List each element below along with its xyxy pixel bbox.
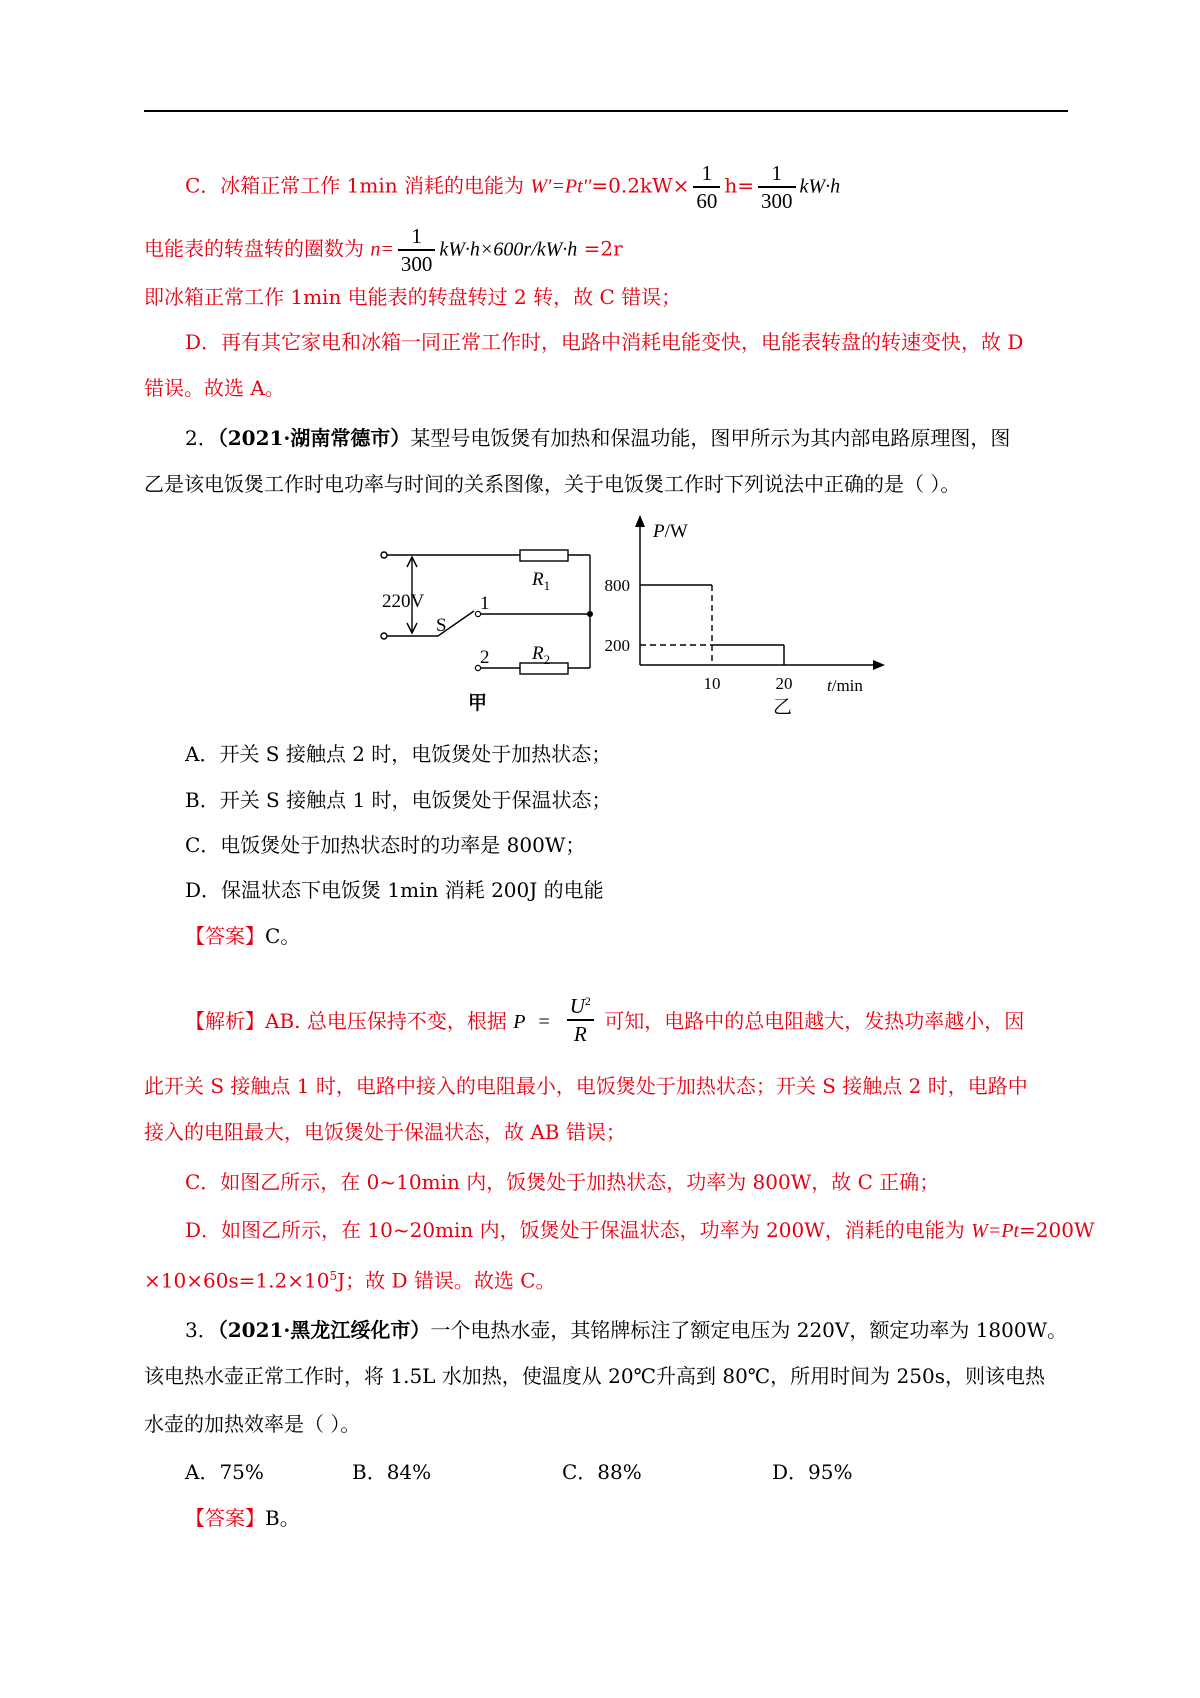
turns-symbol: n= <box>370 238 394 261</box>
question-3-line-2: 该电热水壶正常工作时，将 1.5L 水加热，使温度从 20℃升高到 80℃，所用时间为 250s，则该电热 <box>144 1364 1045 1388</box>
q3-option-a[interactable]: A．75% <box>185 1460 264 1484</box>
energy-conclusion: J；故 D 错误。故选 C。 <box>337 1268 556 1293</box>
q2-option-c[interactable]: C．电饭煲处于加热状态时的功率是 800W； <box>185 833 586 857</box>
energy-formula: W=Pt <box>971 1220 1020 1242</box>
r1-label: R <box>532 569 544 590</box>
junction-dot <box>587 611 593 617</box>
exponent: 5 <box>329 1269 338 1283</box>
question-2-line-1 <box>185 424 1010 452</box>
energy-expression: =0.2kW× <box>591 173 690 198</box>
y-axis-symbol: P <box>653 521 665 542</box>
option-c-text: C．冰箱正常工作 1min 消耗的电能为 <box>185 173 531 198</box>
q2-answer <box>185 922 300 950</box>
svg-text:R2 <box>531 643 550 667</box>
question-text: 一个电热水壶，其铭牌标注了额定电压为 220V，额定功率为 1800W。 <box>430 1318 1068 1342</box>
q2-option-b[interactable]: B．开关 S 接触点 1 时，电饭煲处于保温状态； <box>185 788 612 812</box>
power-symbol: P <box>513 1010 526 1033</box>
fraction-1-60: $\frac{1}{60}$ <box>693 160 720 214</box>
x-tick-label: 10 <box>703 674 721 693</box>
contact-2-label: 2 <box>480 647 490 668</box>
header-rule <box>144 110 1068 112</box>
analysis-tag: 【解析】 <box>185 1008 265 1033</box>
question-2-line-2: 乙是该电饭煲工作时电功率与时间的关系图像，关于电饭煲工作时下列说法中正确的是（ ）。 <box>144 472 961 496</box>
graph-caption: 乙 <box>773 697 793 718</box>
question-source: （2021·湖南常德市） <box>217 426 411 450</box>
hour-unit: h= <box>724 173 755 198</box>
question-number: 2． <box>185 426 218 450</box>
turns-result: =2r <box>577 236 623 261</box>
kwh-unit: kW·h <box>799 175 841 198</box>
q2-analysis-line-5 <box>185 1216 1095 1245</box>
circuit-diagram <box>370 535 610 715</box>
q2-option-d[interactable]: D．保温状态下电饭煲 1min 消耗 200J 的电能 <box>185 878 604 902</box>
power-formula-fraction: $\frac{U^2}{R}$ <box>567 988 594 1047</box>
y-tick-label: 800 <box>604 576 630 595</box>
q3-option-d[interactable]: D．95% <box>772 1460 853 1484</box>
analysis-text: AB. 总电压保持不变，根据 <box>265 1008 514 1033</box>
option-d-conclusion: 错误。故选 A。 <box>144 376 285 400</box>
analysis-text-cont: 可知，电路中的总电阻越大，发热功率越小，因 <box>597 1008 1025 1033</box>
question-number: 3． <box>185 1318 218 1342</box>
question-3-line-3: 水壶的加热效率是（ ）。 <box>144 1412 361 1436</box>
turns-fraction: $\frac{1}{300}$ <box>398 223 436 277</box>
fraction-1-300: $\frac{1}{300}$ <box>758 160 796 214</box>
y-tick-label: 200 <box>604 636 630 655</box>
voltage-label: 220V <box>382 591 425 612</box>
option-c-conclusion: 即冰箱正常工作 1min 电能表的转盘转过 2 转，故 C 错误； <box>144 285 682 309</box>
x-tick-label: 20 <box>775 674 793 693</box>
q2-analysis-line-3: 接入的电阻最大，电饭煲处于保温状态，故 AB 错误； <box>144 1120 626 1144</box>
q2-analysis-line-2: 此开关 S 接触点 1 时，电路中接入的电阻最小，电饭煲处于加热状态；开关 S 接触点 2 时，电路中 <box>144 1074 1028 1098</box>
svg-text:R1 <box>531 569 550 593</box>
answer-tag: 【答案】 <box>185 1506 265 1530</box>
circuit-caption: 甲 <box>468 693 488 714</box>
resistor-r1 <box>520 550 568 561</box>
option-c-line <box>185 160 840 214</box>
q3-answer <box>185 1504 300 1532</box>
turns-line <box>144 223 623 277</box>
turns-text: 电能表的转盘转的圈数为 <box>144 236 371 261</box>
r2-subscript: 2 <box>543 652 551 667</box>
energy-symbol: W′=Pt′′ <box>530 175 592 198</box>
q2-analysis-line-4: C．如图乙所示，在 0~10min 内，饭煲处于加热状态，功率为 800W，故 C 正确； <box>185 1170 940 1194</box>
q2-option-a[interactable]: A．开关 S 接触点 2 时，电饭煲处于加热状态； <box>185 742 612 766</box>
turns-expression: kW·h×600r/kW·h <box>439 238 578 261</box>
q3-options <box>185 1458 853 1486</box>
x-axis-arrow <box>873 660 885 670</box>
svg-text:t/min: t/min <box>827 676 863 695</box>
r2-label: R <box>532 643 544 664</box>
question-text: 某型号电饭煲有加热和保温功能，图甲所示为其内部电路原理图，图 <box>410 426 1011 450</box>
answer-tag: 【答案】 <box>185 924 265 948</box>
equals-sign: = <box>533 1010 555 1033</box>
contact-1-label: 1 <box>480 593 490 614</box>
r1-subscript: 1 <box>543 578 551 593</box>
answer-value: C。 <box>265 924 301 948</box>
svg-text:P/W: P/W <box>653 521 688 542</box>
q3-option-b[interactable]: B．84% <box>352 1460 432 1484</box>
option-d-line: D．再有其它家电和冰箱一同正常工作时，电路中消耗电能变快，电能表转盘的转速变快，故 D <box>185 330 1024 354</box>
answer-value: B。 <box>265 1506 300 1530</box>
q2-analysis-line-6 <box>144 1262 556 1295</box>
q3-option-c[interactable]: C．88% <box>562 1460 642 1484</box>
power-value: =200W <box>1019 1218 1095 1242</box>
q2-analysis-line-1 <box>185 994 1025 1047</box>
y-axis-arrow <box>635 515 645 527</box>
power-time-graph <box>595 515 885 720</box>
analysis-d-text: D．如图乙所示，在 10~20min 内，饭煲处于保温状态，功率为 200W，消耗的电能为 <box>185 1218 972 1242</box>
question-source: （2021·黑龙江绥化市） <box>217 1318 431 1342</box>
switch-label: S <box>436 615 447 636</box>
energy-calc: ×10×60s=1.2×10 <box>144 1268 330 1293</box>
question-3-line-1 <box>185 1316 1067 1344</box>
